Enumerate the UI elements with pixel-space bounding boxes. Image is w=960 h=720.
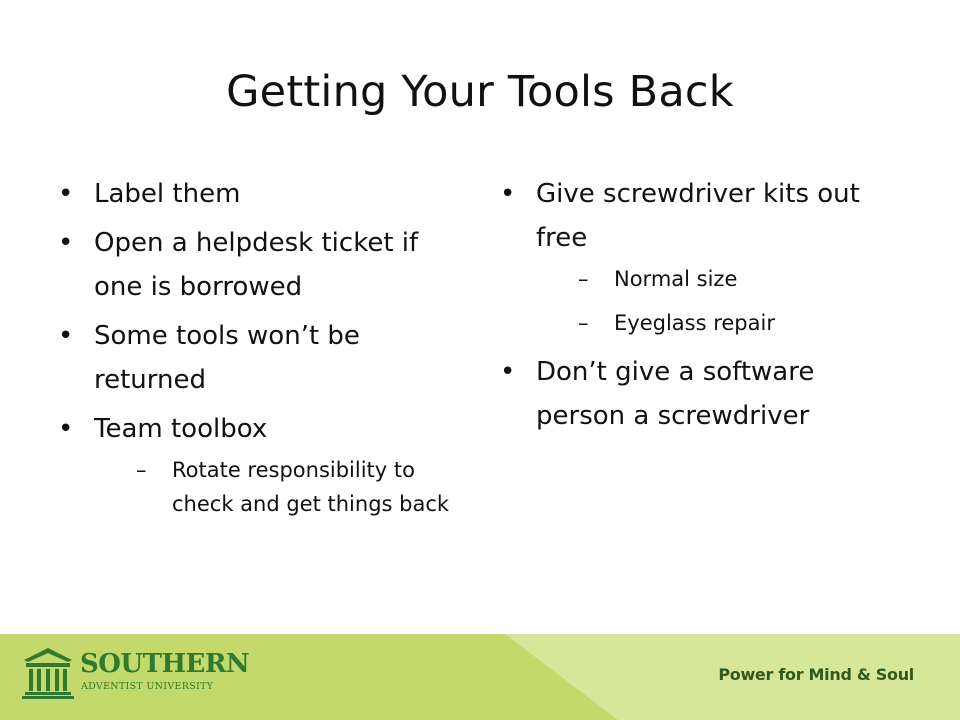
logo-university-subtitle: ADVENTIST UNIVERSITY — [81, 681, 214, 692]
bullet-text: Give screwdriver kits out free — [536, 179, 860, 253]
bullet-marker: • — [58, 179, 74, 209]
bullet-marker: • — [500, 357, 516, 387]
left-column — [58, 172, 458, 531]
sub-bullet-item — [94, 453, 458, 521]
sub-bullet-list — [94, 453, 458, 521]
sub-bullet-text: Eyeglass repair — [614, 311, 775, 335]
bullet-item — [500, 350, 900, 438]
columned-building-logo-icon — [22, 646, 74, 700]
logo-university-name: SOUTHERN — [80, 649, 250, 679]
bullet-text: Label them — [94, 179, 241, 209]
sub-bullet-marker: – — [578, 311, 589, 335]
bullet-marker: • — [500, 179, 516, 209]
bullet-item — [58, 221, 458, 309]
bullet-text: Team toolbox — [94, 414, 268, 444]
footer-banner — [0, 634, 960, 720]
bullet-item — [500, 172, 900, 340]
bullet-item — [58, 407, 458, 521]
bullet-text: Don’t give a software person a screwdriver — [536, 357, 815, 431]
footer-tagline: Power for Mind & Soul — [718, 665, 914, 684]
bullet-item — [58, 314, 458, 402]
bullet-marker: • — [58, 414, 74, 444]
right-column — [500, 172, 900, 443]
sub-bullet-text: Normal size — [614, 267, 738, 291]
sub-bullet-item — [536, 262, 900, 296]
sub-bullet-list — [536, 262, 900, 340]
bullet-text: Open a helpdesk ticket if one is borrowed — [94, 228, 419, 302]
right-bullet-list — [500, 172, 900, 438]
bullet-marker: • — [58, 228, 74, 258]
sub-bullet-marker: – — [578, 267, 589, 291]
sub-bullet-item — [536, 306, 900, 340]
sub-bullet-marker: – — [136, 458, 147, 482]
left-bullet-list — [58, 172, 458, 521]
bullet-marker: • — [58, 321, 74, 351]
bullet-text: Some tools won’t be returned — [94, 321, 360, 395]
slide-title: Getting Your Tools Back — [226, 67, 734, 117]
sub-bullet-text: Rotate responsibility to check and get things back — [172, 458, 450, 516]
bullet-item — [58, 172, 458, 216]
